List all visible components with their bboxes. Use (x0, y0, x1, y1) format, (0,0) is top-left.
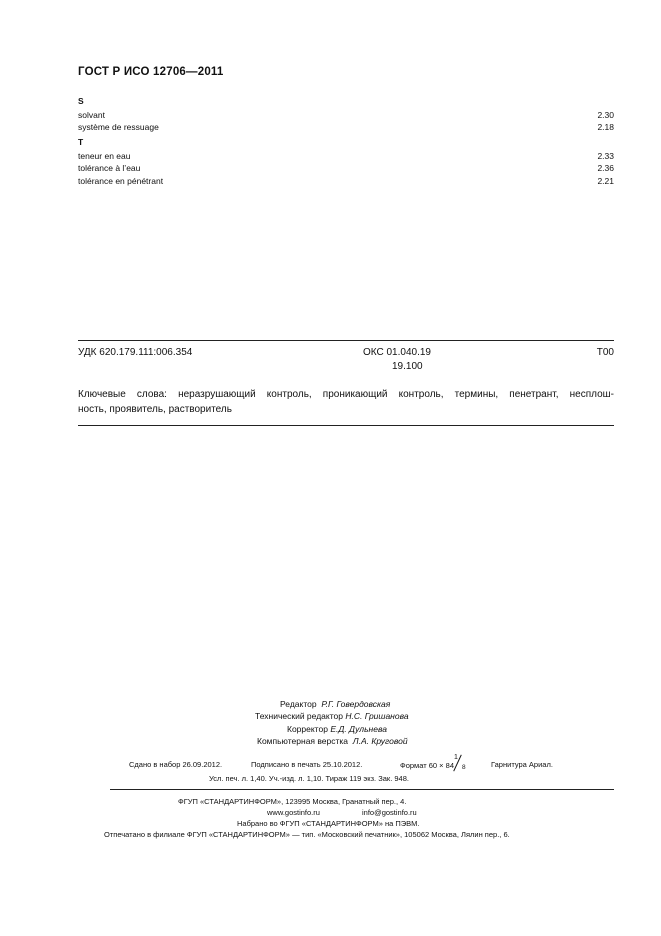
index-entry (78, 122, 614, 134)
credit-name: Р.Г. Говердовская (321, 699, 391, 709)
credit-name: Л.А. Круговой (352, 736, 408, 746)
credit-label: Редактор (280, 699, 317, 709)
index-entry (78, 176, 614, 188)
credit-name: Е.Д. Дульнева (330, 724, 387, 734)
format-label: Формат 60 (400, 760, 438, 770)
format-84: 84 (445, 760, 454, 770)
index-ref: 2.36 (597, 163, 614, 173)
footer-publisher: ФГУП «СТАНДАРТИНФОРМ», 123995 Москва, Гранатный пер., 4. (178, 797, 407, 806)
format-fraction-num: 1 (454, 754, 458, 761)
oks-code-2: 19.100 (392, 361, 423, 372)
credit-corrector (287, 724, 387, 734)
index-term: teneur en eau (78, 151, 131, 161)
print-typeface: Гарнитура Ариал. (491, 760, 553, 769)
format-fraction-den: 8 (462, 764, 466, 771)
index-term: solvant (78, 110, 105, 120)
group-code: Т00 (596, 347, 614, 358)
keywords (78, 388, 614, 417)
footer-printed: Отпечатано в филиале ФГУП «СТАНДАРТИНФОРМ» — тип. «Московский печатник», 105062 Москва, Лялин пер., 6. (104, 830, 510, 839)
index-letter-s: S (78, 96, 84, 106)
divider-footer (110, 789, 614, 790)
credit-label: Корректор (287, 724, 328, 734)
keywords-line-1: Ключевые слова: неразрушающий контроль, проникающий контроль, термины, пенетрант, несплош- (78, 389, 614, 400)
index-letter-t: T (78, 137, 84, 147)
udk-code: УДК 620.179.111:006.354 (78, 347, 193, 358)
credit-label: Компьютерная верстка (257, 736, 349, 746)
index-entry (78, 151, 614, 163)
credit-label: Технический редактор (255, 711, 343, 721)
footer-typeset: Набрано во ФГУП «СТАНДАРТИНФОРМ» на ПЭВМ. (237, 819, 420, 828)
index-ref: 2.21 (597, 176, 614, 186)
keywords-line-2: ность, проявитель, растворитель (78, 403, 232, 415)
format-fraction (454, 754, 468, 772)
index-term: tolérance en pénétrant (78, 176, 164, 186)
credit-name: Н.С. Гришанова (345, 711, 409, 721)
print-format (400, 754, 468, 772)
index-ref: 2.33 (597, 151, 614, 161)
print-signed: Подписано в печать 25.10.2012. (251, 760, 363, 769)
oks-code: ОКС 01.040.19 (363, 347, 431, 358)
print-details: Усл. печ. л. 1,40. Уч.-изд. л. 1,10. Тираж 119 экз. Зак. 948. (209, 774, 409, 783)
index-entry (78, 110, 614, 122)
footer-website: www.gostinfo.ru (267, 808, 320, 817)
print-sent: Сдано в набор 26.09.2012. (129, 760, 223, 769)
divider-keywords (78, 425, 614, 426)
footer-email: info@gostinfo.ru (362, 808, 417, 817)
index-entry (78, 163, 614, 175)
divider-top (78, 340, 614, 341)
format-times: × (439, 760, 444, 770)
index-term: système de ressuage (78, 122, 159, 132)
index-ref: 2.30 (597, 110, 614, 120)
credit-editor (280, 699, 390, 709)
document-title: ГОСТ Р ИСО 12706—2011 (78, 66, 224, 78)
credit-tech-editor (255, 711, 409, 721)
credit-layout (257, 736, 408, 746)
index-ref: 2.18 (597, 122, 614, 132)
index-term: tolérance à l’eau (78, 163, 141, 173)
